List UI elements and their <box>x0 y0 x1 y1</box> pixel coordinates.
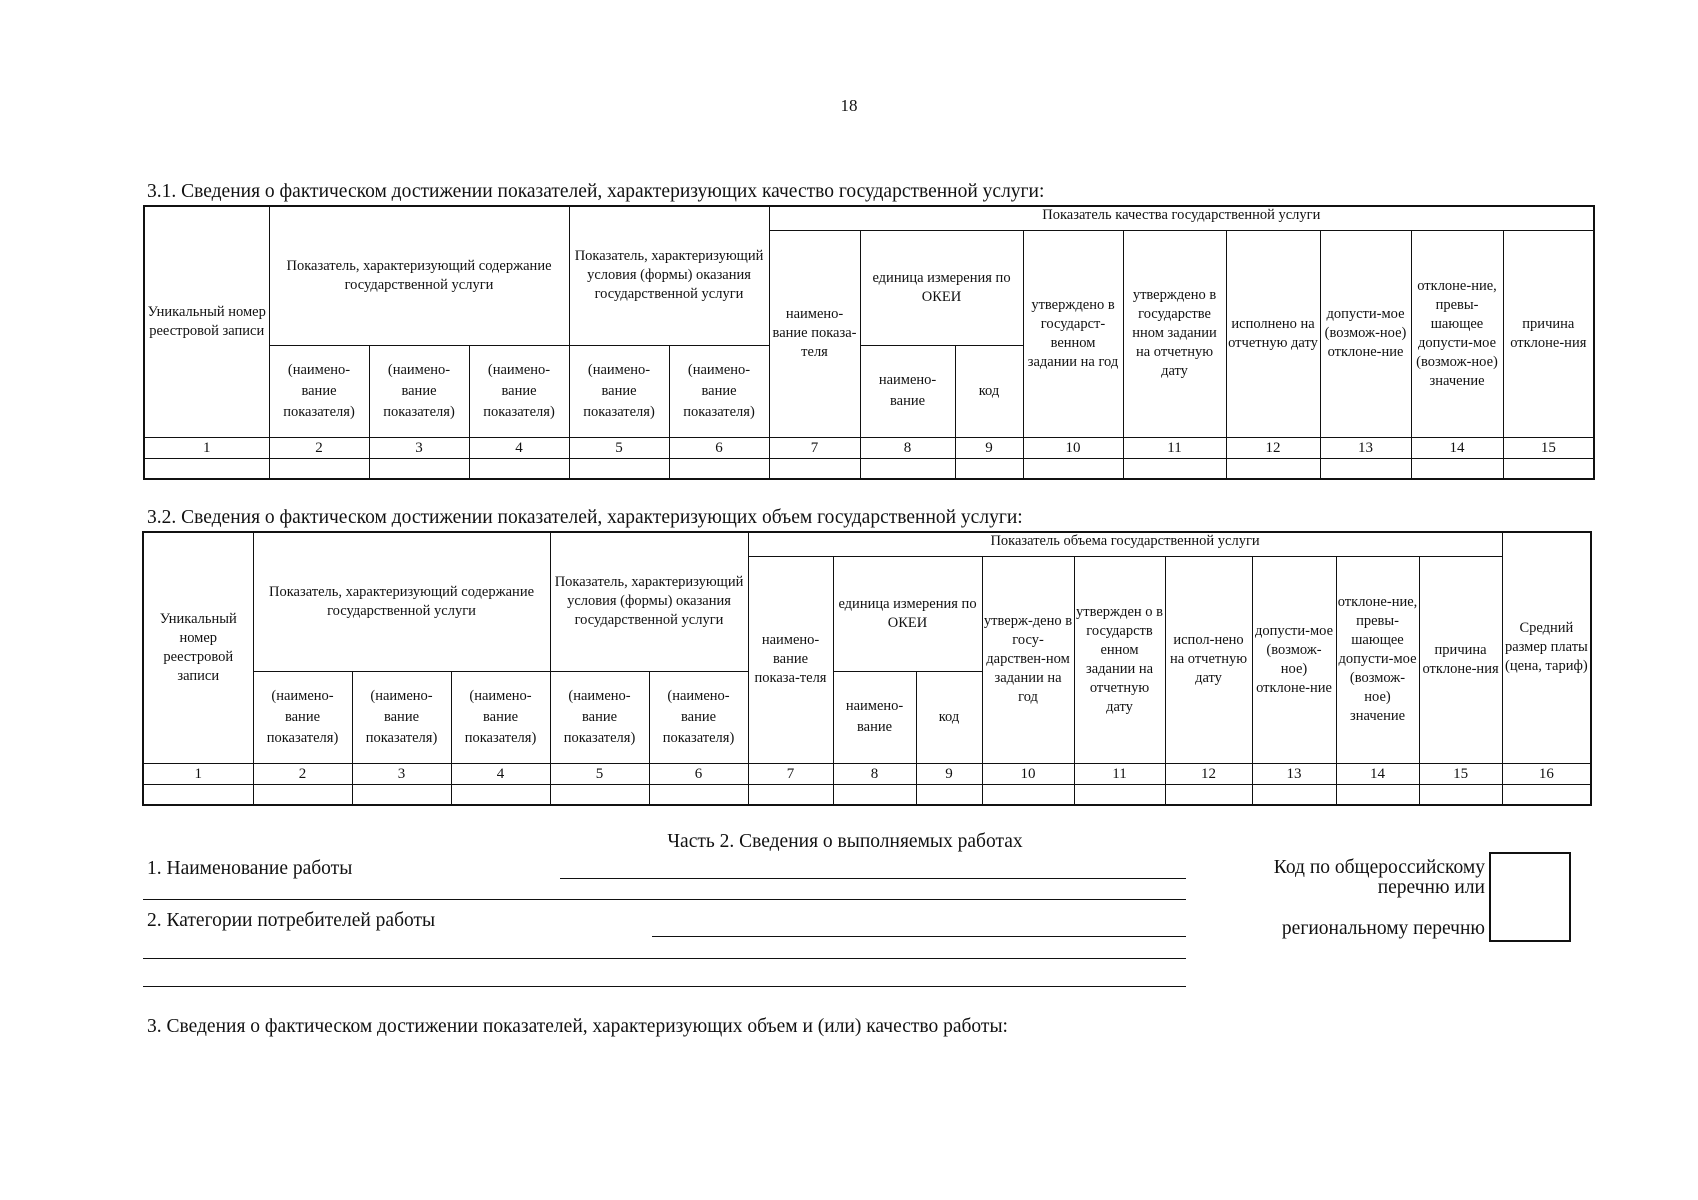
column-number: 6 <box>649 763 748 784</box>
code-label-line-1: Код по общероссийскому <box>1273 857 1485 878</box>
page-number: 18 <box>840 96 858 115</box>
header-subindicator-name: (наимено-вание показателя) <box>269 345 369 437</box>
header-approved-year: утверждено в государст-венном задании на год <box>1023 230 1123 437</box>
section-3-2-title: 3.2. Сведения о фактическом достижении показателей, характеризующих объем государственной услуги: <box>147 507 1023 528</box>
table-cell[interactable] <box>1165 784 1252 805</box>
column-number: 11 <box>1123 437 1226 458</box>
table-row <box>143 784 1591 805</box>
code-label-line-2: перечню или <box>1377 877 1485 898</box>
table-cell[interactable] <box>955 458 1023 479</box>
table-cell[interactable] <box>1123 458 1226 479</box>
table-cell[interactable] <box>982 784 1074 805</box>
table-cell[interactable] <box>916 784 982 805</box>
work-name-field[interactable] <box>560 878 1186 879</box>
header-unit-okei: единица измерения по ОКЕИ <box>860 230 1023 345</box>
table-cell[interactable] <box>1226 458 1320 479</box>
header-conditions-indicator: Показатель, характеризующий условия (формы) оказания государственной услуги <box>550 532 748 671</box>
header-subindicator-name: (наимено-вание показателя) <box>550 671 649 763</box>
header-subindicator-name: (наимено-вание показателя) <box>649 671 748 763</box>
header-approved-date: утвержден о в государств енном задании на отчетную дату <box>1074 556 1165 763</box>
table-cell[interactable] <box>1502 784 1591 805</box>
column-number: 5 <box>550 763 649 784</box>
column-number: 11 <box>1074 763 1165 784</box>
header-subindicator-name: (наимено-вание показателя) <box>669 345 769 437</box>
header-unit-code: код <box>955 345 1023 437</box>
header-unit-okei: единица измерения по ОКЕИ <box>833 556 982 671</box>
header-executed-date: испол-нено на отчетную дату <box>1165 556 1252 763</box>
table-cell[interactable] <box>144 458 269 479</box>
column-number: 3 <box>369 437 469 458</box>
work-name-label: 1. Наименование работы <box>147 858 353 879</box>
header-approved-year: утверж-дено в госу-дарствен-ном задании на год <box>982 556 1074 763</box>
header-unit-name: наимено-вание <box>833 671 916 763</box>
part-2-heading: Часть 2. Сведения о выполняемых работах <box>667 831 1023 852</box>
header-content-indicator: Показатель, характеризующий содержание государственной услуги <box>269 206 569 345</box>
header-subindicator-name: (наимено-вание показателя) <box>469 345 569 437</box>
column-number: 12 <box>1226 437 1320 458</box>
column-number: 4 <box>451 763 550 784</box>
table-cell[interactable] <box>860 458 955 479</box>
consumers-field-line-2[interactable] <box>143 958 1186 959</box>
column-number: 10 <box>1023 437 1123 458</box>
header-unique-number: Уникальный номер реестровой записи <box>144 206 269 437</box>
header-volume-indicator: Показатель объема государственной услуги <box>748 532 1502 556</box>
header-quality-indicator: Показатель качества государственной услуги <box>769 206 1594 230</box>
table-cell[interactable] <box>1419 784 1502 805</box>
column-number: 2 <box>269 437 369 458</box>
consumers-label: 2. Категории потребителей работы <box>147 910 436 931</box>
volume-indicators-table <box>142 531 1592 806</box>
consumers-field-line-3[interactable] <box>143 986 1186 987</box>
column-number: 15 <box>1419 763 1502 784</box>
header-subindicator-name: (наимено-вание показателя) <box>352 671 451 763</box>
column-number: 2 <box>253 763 352 784</box>
header-subindicator-name: (наимено-вание показателя) <box>253 671 352 763</box>
header-unique-number: Уникальный номер реестровой записи <box>143 532 253 763</box>
table-cell[interactable] <box>1336 784 1419 805</box>
header-indicator-name: наимено-вание показа-теля <box>748 556 833 763</box>
work-name-field-line-2[interactable] <box>143 899 1186 900</box>
column-number: 15 <box>1503 437 1594 458</box>
column-number: 13 <box>1252 763 1336 784</box>
header-unit-name: наимено-вание <box>860 345 955 437</box>
header-exceeding-deviation: отклоне-ние, превы-шающее допусти-мое (возмож-ное) значение <box>1411 230 1503 437</box>
table-cell[interactable] <box>352 784 451 805</box>
column-number: 14 <box>1336 763 1419 784</box>
code-label-line-3: региональному перечню <box>1281 918 1485 939</box>
table-cell[interactable] <box>1023 458 1123 479</box>
table-cell[interactable] <box>451 784 550 805</box>
column-number: 5 <box>569 437 669 458</box>
column-number: 1 <box>143 763 253 784</box>
header-subindicator-name: (наимено-вание показателя) <box>569 345 669 437</box>
header-conditions-indicator: Показатель, характеризующий условия (формы) оказания государственной услуги <box>569 206 769 345</box>
header-deviation-reason: причина отклоне-ния <box>1419 556 1502 763</box>
table-cell[interactable] <box>253 784 352 805</box>
table-cell[interactable] <box>369 458 469 479</box>
table-cell[interactable] <box>469 458 569 479</box>
header-deviation-reason: причина отклоне-ния <box>1503 230 1594 437</box>
column-number: 16 <box>1502 763 1591 784</box>
table-cell[interactable] <box>769 458 860 479</box>
column-number: 6 <box>669 437 769 458</box>
column-number: 7 <box>748 763 833 784</box>
column-number: 12 <box>1165 763 1252 784</box>
section-3-1-title: 3.1. Сведения о фактическом достижении показателей, характеризующих качество государственной услуги: <box>147 181 1045 202</box>
table-cell[interactable] <box>269 458 369 479</box>
header-allowed-deviation: допусти-мое (возмож-ное) отклоне-ние <box>1252 556 1336 763</box>
table-cell[interactable] <box>833 784 916 805</box>
column-number: 1 <box>144 437 269 458</box>
column-number: 14 <box>1411 437 1503 458</box>
column-number: 8 <box>833 763 916 784</box>
header-allowed-deviation: допусти-мое (возмож-ное) отклоне-ние <box>1320 230 1411 437</box>
table-cell[interactable] <box>748 784 833 805</box>
section-3-label: 3. Сведения о фактическом достижении показателей, характеризующих объем и (или) качество работы: <box>147 1016 1008 1037</box>
header-exceeding-deviation: отклоне-ние, превы-шающее допусти-мое (возмож-ное) значение <box>1336 556 1419 763</box>
registry-code-box[interactable] <box>1489 852 1571 942</box>
header-approved-date: утверждено в государстве нном задании на отчетную дату <box>1123 230 1226 437</box>
table-cell[interactable] <box>669 458 769 479</box>
column-number: 3 <box>352 763 451 784</box>
header-executed-date: исполнено на отчетную дату <box>1226 230 1320 437</box>
header-indicator-name: наимено-вание показа-теля <box>769 230 860 437</box>
table-cell[interactable] <box>1411 458 1503 479</box>
header-unit-code: код <box>916 671 982 763</box>
header-content-indicator: Показатель, характеризующий содержание государственной услуги <box>253 532 550 671</box>
quality-indicators-table <box>143 205 1595 480</box>
table-cell[interactable] <box>143 784 253 805</box>
table-cell[interactable] <box>569 458 669 479</box>
table-cell[interactable] <box>1074 784 1165 805</box>
table-row <box>144 458 1594 479</box>
header-subindicator-name: (наимено-вание показателя) <box>451 671 550 763</box>
column-number: 9 <box>955 437 1023 458</box>
column-number: 8 <box>860 437 955 458</box>
header-average-fee: Средний размер платы (цена, тариф) <box>1502 532 1591 763</box>
column-number: 7 <box>769 437 860 458</box>
column-number: 4 <box>469 437 569 458</box>
column-number: 13 <box>1320 437 1411 458</box>
header-subindicator-name: (наимено-вание показателя) <box>369 345 469 437</box>
column-number: 10 <box>982 763 1074 784</box>
table-cell[interactable] <box>1503 458 1594 479</box>
table-cell[interactable] <box>649 784 748 805</box>
table-cell[interactable] <box>1252 784 1336 805</box>
table-cell[interactable] <box>550 784 649 805</box>
table-cell[interactable] <box>1320 458 1411 479</box>
consumers-field[interactable] <box>652 936 1186 937</box>
column-number: 9 <box>916 763 982 784</box>
